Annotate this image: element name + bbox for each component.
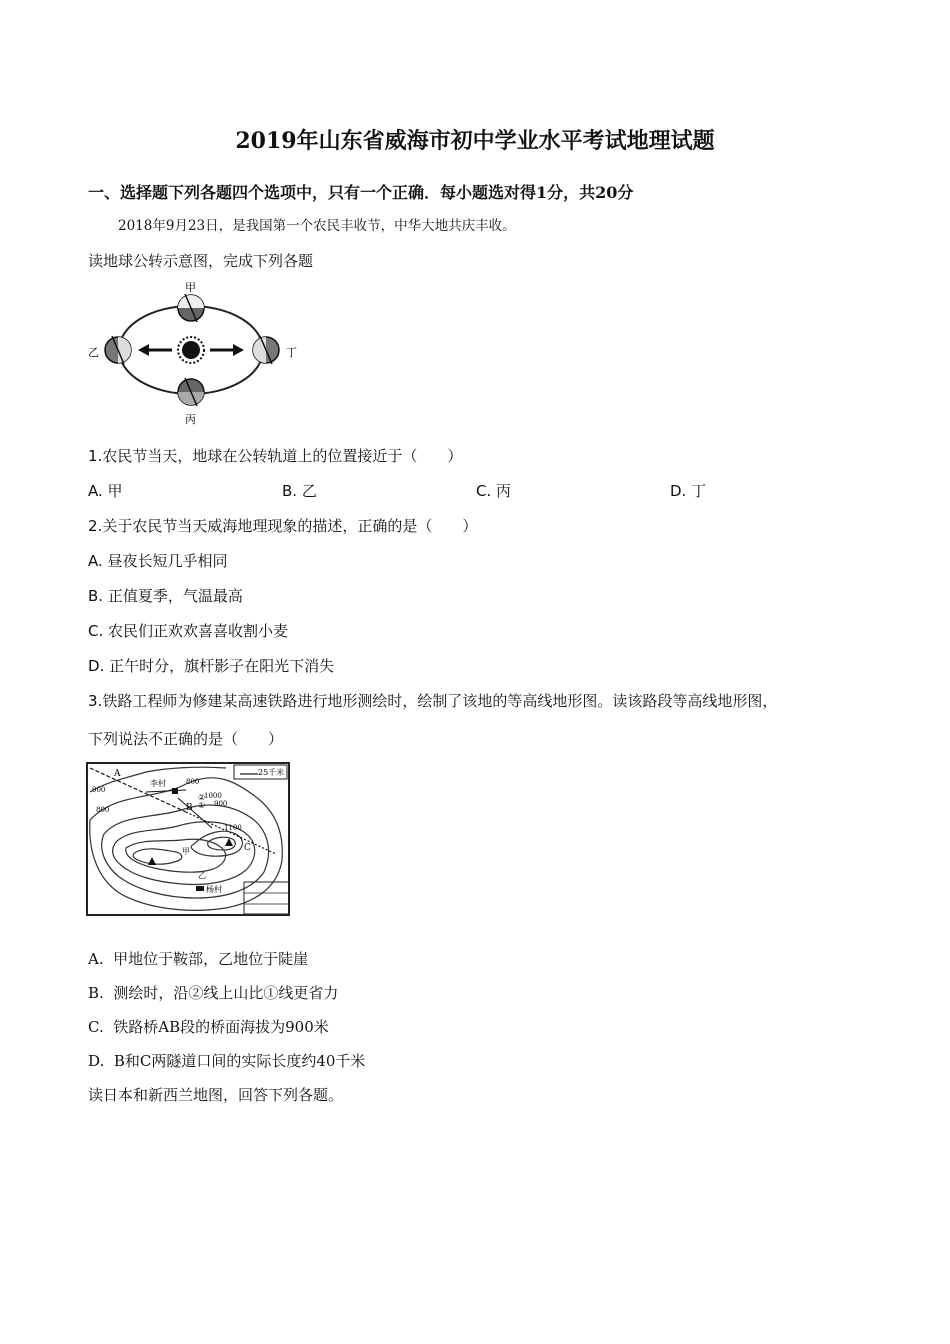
contour-800-top: 800 [186,778,200,786]
q3-option-b: B. 测绘时，沿②线上山比①线更省力 [88,984,339,1002]
q1-option-b: B. 乙 [282,482,317,500]
question-text: 农民节当天，地球在公转轨道上的位置接近于（ ） [102,447,463,465]
earth-top-icon [178,294,204,322]
question-3 [88,690,777,711]
contour-1000: 1000 [204,792,222,800]
q3-option-a: A. 甲地位于鞍部，乙地位于陡崖 [88,950,309,968]
label-li-village: 李村 [150,779,166,788]
question-3-line2: 下列说法不正确的是（ ） [88,730,284,748]
orbit-diagram [86,278,302,426]
question-number: 2. [88,517,103,535]
q2-option-c: C. 农民们正欢欢喜喜收割小麦 [88,622,289,640]
earth-bottom-icon [178,378,204,406]
page-title: 2019年山东省威海市初中学业水平考试地理试题 [235,128,715,154]
label-yang-village: 杨村 [206,885,222,894]
label-yi: 乙 [198,871,206,880]
q3-option-d: D. B和C两隧道口间的实际长度约40千米 [88,1052,366,1070]
question-1 [88,445,462,466]
q2-option-b: B. 正值夏季，气温最高 [88,587,243,605]
question-number: 1. [88,447,103,465]
label-a: A [114,769,121,779]
q2-option-a: A. 昼夜长短几乎相同 [88,552,228,570]
question-2 [88,515,477,536]
intro-text: 2018年9月23日，是我国第一个农民丰收节，中华大地共庆丰收。 [118,218,516,234]
q2-option-d: D. 正午时分，旗杆影子在阳光下消失 [88,657,335,675]
sun-icon [178,337,204,363]
orbit-label-bottom: 丙 [185,413,196,426]
label-b: B [186,803,193,813]
read-japan-instruction: 读日本和新西兰地图，回答下列各题。 [88,1086,344,1104]
label-jia: 甲 [182,847,190,856]
q1-option-d: D. 丁 [670,482,707,500]
contour-map [86,762,292,918]
earth-right-icon [253,336,279,364]
orbit-label-right: 丁 [286,346,297,359]
label-c: C [244,843,251,853]
orbit-label-top: 甲 [185,281,196,294]
right-arrow-icon [210,344,244,356]
question-text: 铁路工程师为修建某高速铁路进行地形测绘时，绘制了该地的等高线地形图。读该路段等高线地形图， [102,692,778,710]
left-arrow-icon [138,344,172,356]
route-mark-1: ① [198,801,206,810]
contour-800-left: 800 [96,806,110,814]
read-orbit-instruction: 读地球公转示意图，完成下列各题 [88,252,314,270]
q1-option-c: C. 丙 [476,482,512,500]
route-mark-2: ② [198,793,206,802]
contour-1100: 1100 [224,824,242,832]
earth-left-icon [105,336,131,364]
scale-label: 25千米 [258,768,285,777]
contour-900-right: 900 [214,800,228,808]
question-text: 关于农民节当天威海地理现象的描述，正确的是（ ） [102,517,478,535]
orbit-label-left: 乙 [88,346,99,359]
section-heading: 一、选择题下列各题四个选项中，只有一个正确．每小题选对得1分，共20分 [88,183,634,202]
q1-option-a: A. 甲 [88,482,123,500]
question-number: 3. [88,692,103,710]
q3-option-c: C. 铁路桥AB段的桥面海拔为900米 [88,1018,329,1036]
contour-900-left: 900 [92,786,106,794]
